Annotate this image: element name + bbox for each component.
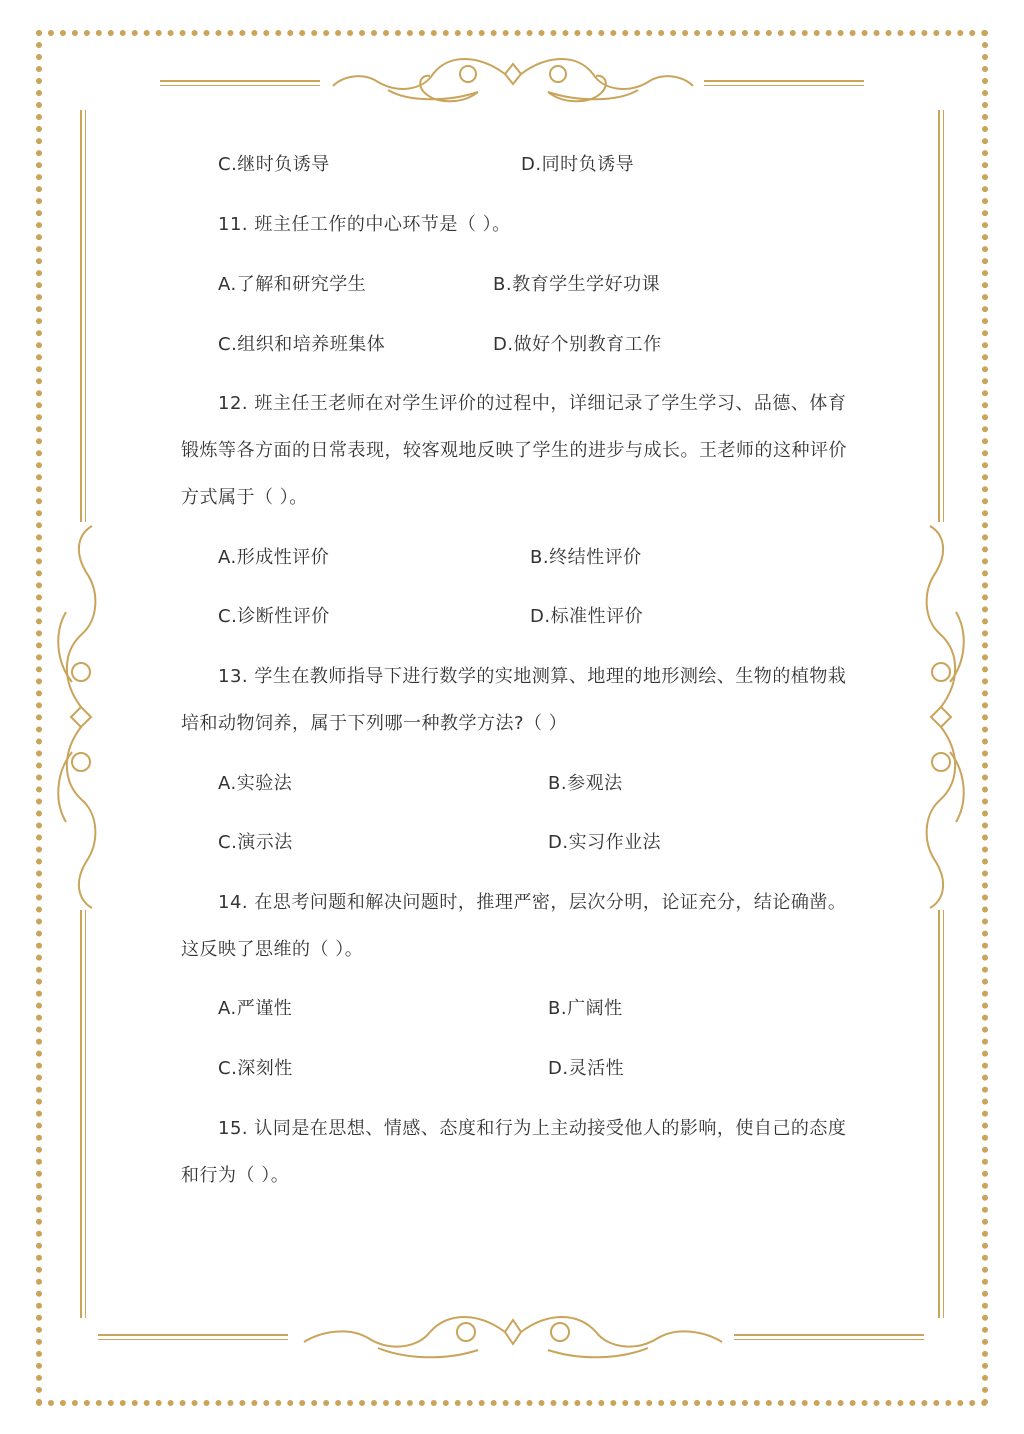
question-13-option-b: B.参观法 xyxy=(548,773,623,794)
top-scroll-ornament-icon xyxy=(328,52,698,112)
left-scroll-ornament-icon xyxy=(52,522,110,912)
top-border-line-left xyxy=(160,80,320,82)
question-13-option-a: A.实验法 xyxy=(218,773,293,794)
bottom-scroll-ornament-icon xyxy=(298,1306,728,1366)
right-scroll-ornament-icon xyxy=(912,522,970,912)
question-12-option-d: D.标准性评价 xyxy=(530,606,644,627)
question-11-option-a: A.了解和研究学生 xyxy=(218,274,367,295)
right-border-line-top xyxy=(938,110,940,522)
question-12-stem-line-3: 方式属于（ ）。 xyxy=(181,487,308,508)
question-12-option-b: B.终结性评价 xyxy=(530,547,642,568)
bottom-border-line-left xyxy=(98,1334,288,1336)
question-12-stem-line-1: 12. 班主任王老师在对学生评价的过程中，详细记录了学生学习、品德、体育 xyxy=(218,393,847,414)
right-border-line-bottom xyxy=(938,910,940,1318)
question-13-option-d: D.实习作业法 xyxy=(548,832,662,853)
question-11-option-d: D.做好个别教育工作 xyxy=(493,334,662,355)
left-border-line-top xyxy=(80,110,82,522)
question-14-option-c: C.深刻性 xyxy=(218,1058,293,1079)
prev-option-d: D.同时负诱导 xyxy=(521,154,635,175)
question-14-stem-line-1: 14. 在思考问题和解决问题时，推理严密，层次分明，论证充分，结论确凿。 xyxy=(218,892,847,913)
question-12-stem-line-2: 锻炼等各方面的日常表现，较客观地反映了学生的进步与成长。王老师的这种评价 xyxy=(181,440,847,461)
question-15-stem-line-1: 15. 认同是在思想、情感、态度和行为上主动接受他人的影响，使自己的态度 xyxy=(218,1118,847,1139)
top-border-line-right xyxy=(704,80,864,82)
question-14-option-a: A.严谨性 xyxy=(218,998,293,1019)
bottom-border-line-right xyxy=(734,1334,924,1336)
question-12-option-c: C.诊断性评价 xyxy=(218,606,330,627)
prev-option-c: C.继时负诱导 xyxy=(218,154,330,175)
question-11-stem: 11. 班主任工作的中心环节是（ ）。 xyxy=(218,214,511,235)
question-14-option-b: B.广阔性 xyxy=(548,998,623,1019)
question-15-stem-line-2: 和行为（ ）。 xyxy=(181,1165,290,1186)
question-11-option-b: B.教育学生学好功课 xyxy=(493,274,661,295)
question-13-option-c: C.演示法 xyxy=(218,832,293,853)
question-14-option-d: D.灵活性 xyxy=(548,1058,625,1079)
question-11-option-c: C.组织和培养班集体 xyxy=(218,334,386,355)
question-14-stem-line-2: 这反映了思维的（ ）。 xyxy=(181,939,364,960)
left-border-line-bottom xyxy=(80,910,82,1318)
question-13-stem-line-1: 13. 学生在教师指导下进行数学的实地测算、地理的地形测绘、生物的植物栽 xyxy=(218,666,847,687)
question-13-stem-line-2: 培和动物饲养，属于下列哪一种教学方法?（ ） xyxy=(181,713,568,734)
question-12-option-a: A.形成性评价 xyxy=(218,547,330,568)
